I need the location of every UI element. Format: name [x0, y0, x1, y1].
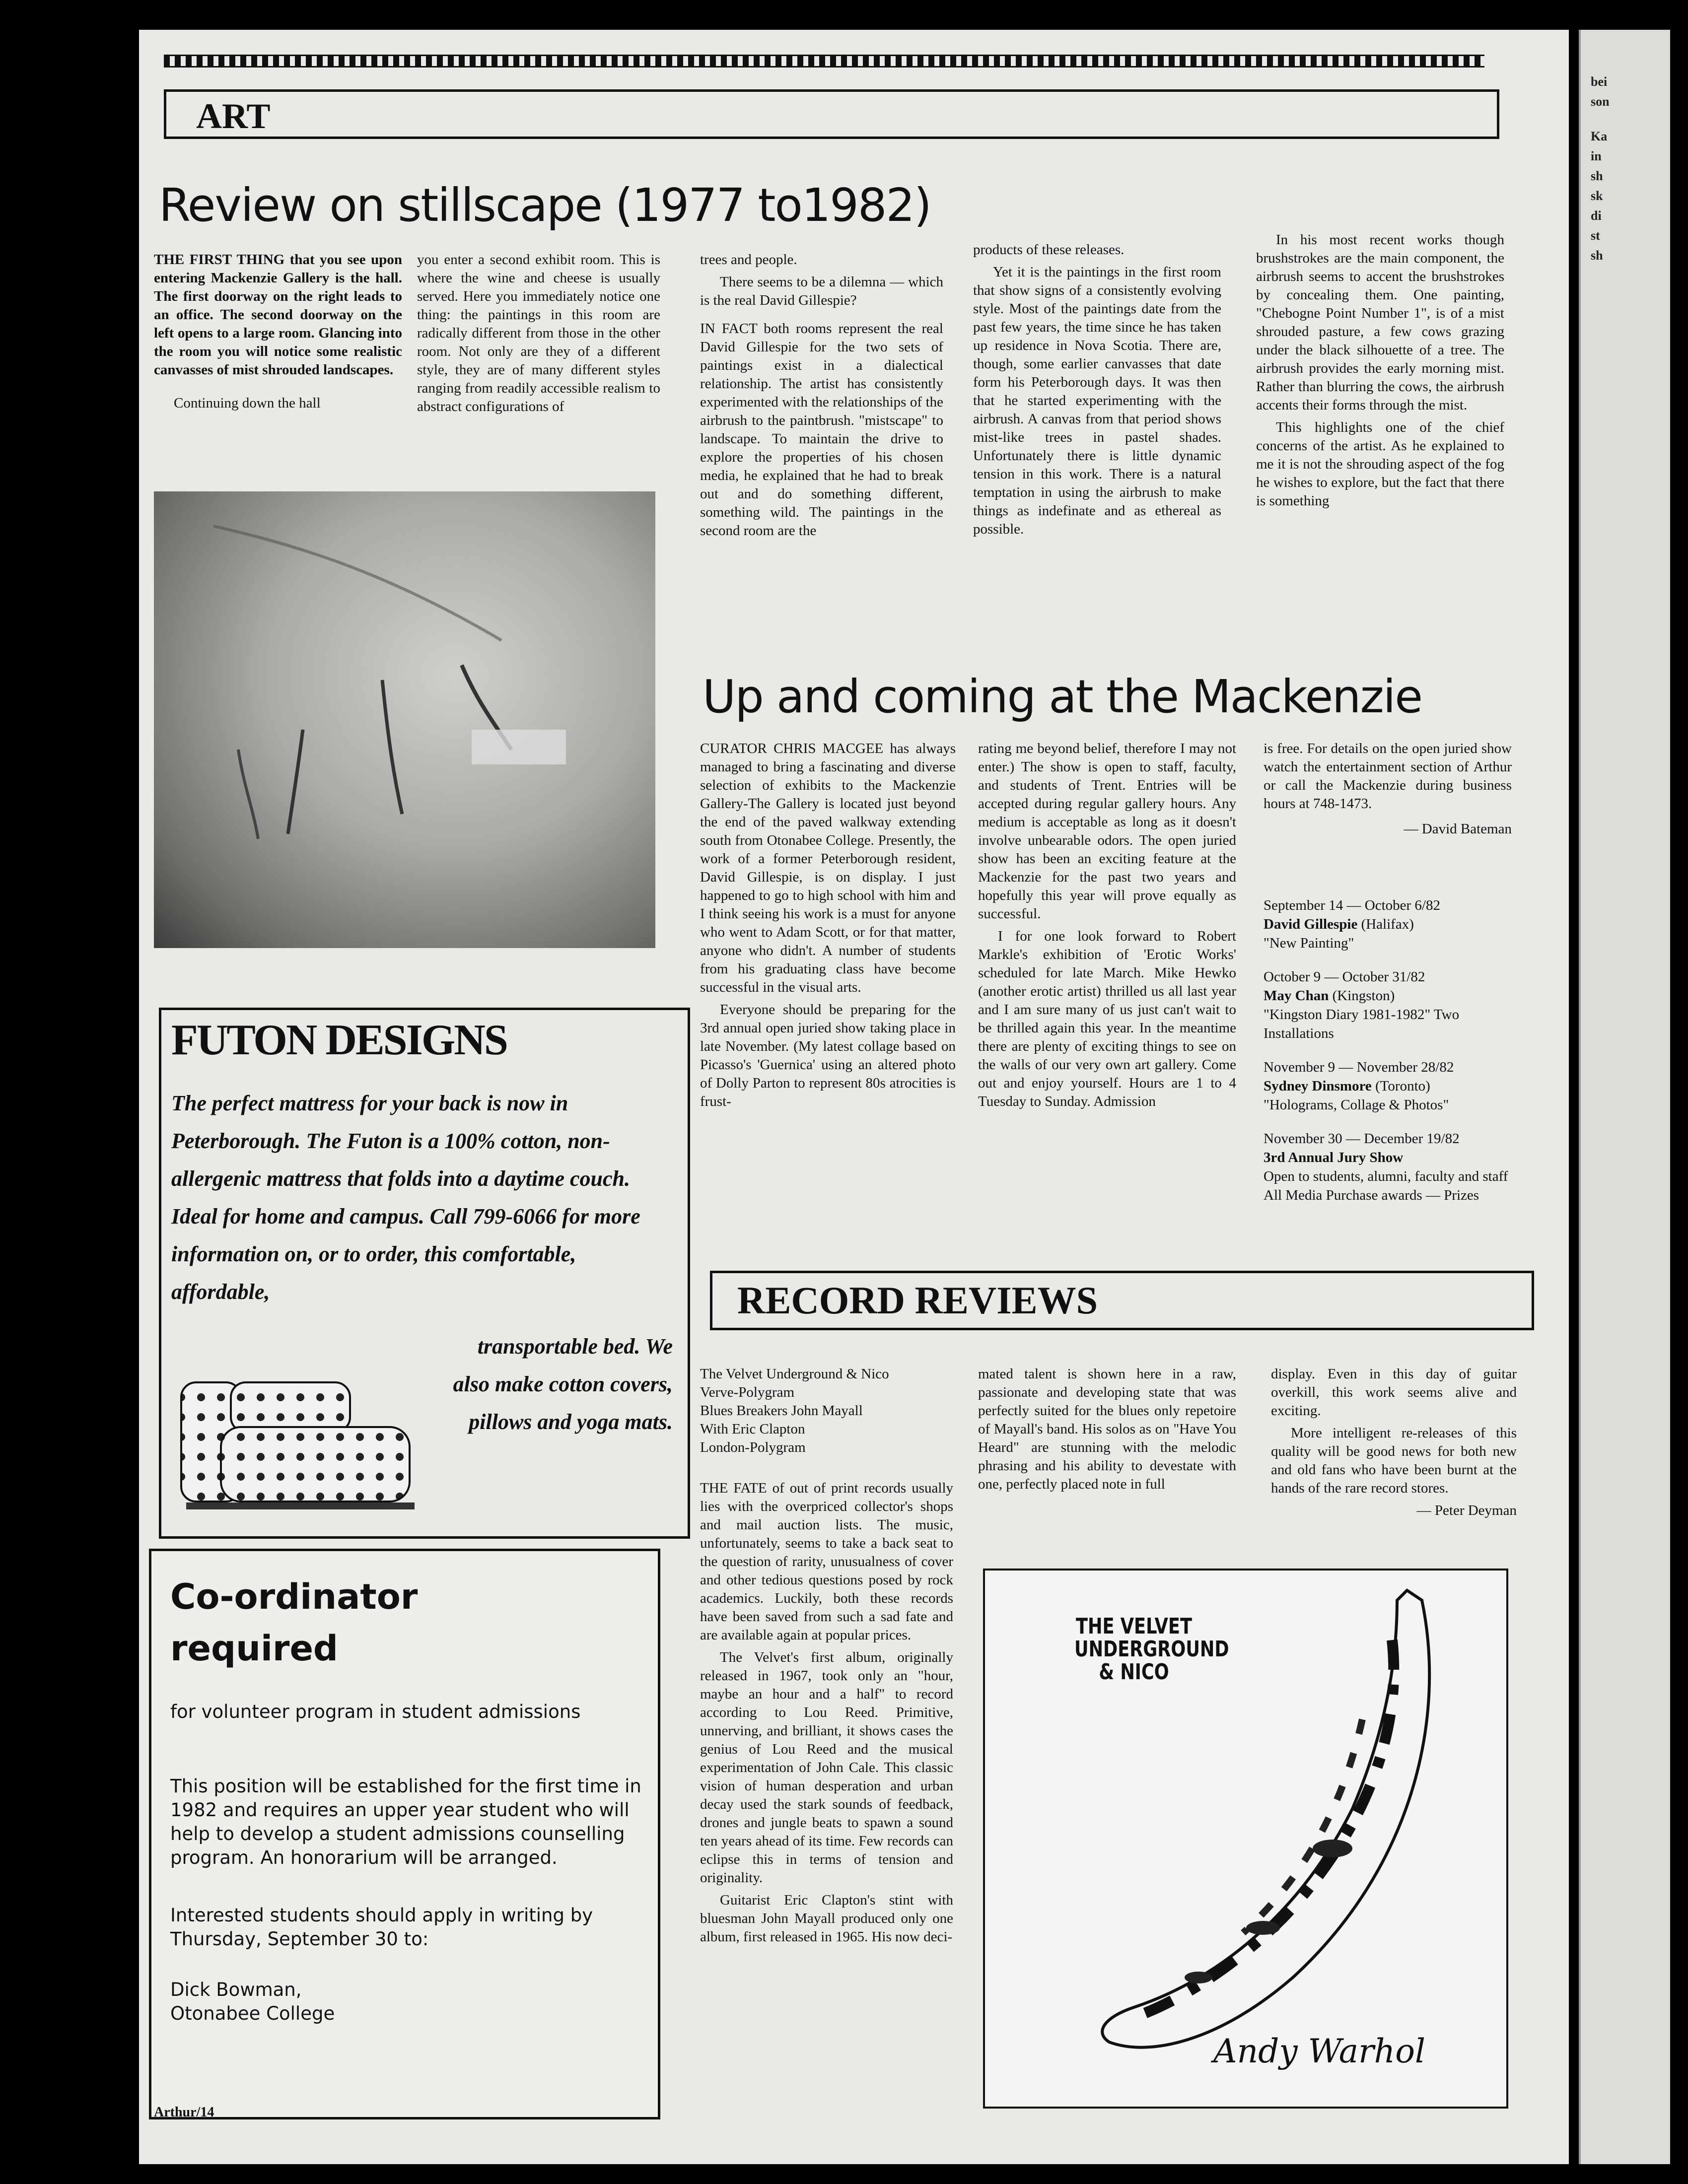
- fragment: Ka: [1591, 129, 1608, 143]
- adjacent-page-edge: [1579, 30, 1670, 2164]
- paragraph: Yet it is the paintings in the first room that show signs of a consistently evolving style. Most of the paintings date from the past few years, the time since he has taken up residence in Nova Scotia. There are, though, some earlier canvasses that date form his Peterborough days. It was then that he started experimenting with the airbrush. A canvas from that period shows mist-like trees in pastel shades. Unfortunately there is little dynamic tension in this work. There is a natural temptation in using the airbrush to make things as indefinate and as ethereal as possible.: [973, 264, 1221, 537]
- paragraph: CURATOR CHRIS MACGEE has always managed to bring a fascinating and diverse selection of exhibits to the Mackenzie Gallery-The Gallery is located just beyond the end of the paved walkway extending south from Otonabee College. Presently, the work of a former Peterborough resident, David Gillespie, is on display. I just happened to go to high school with him and I think seeing his work is a must for anyone who went to Adam Scott, or for that matter, anyone who didn't. A number of students from his graduating class have become successful in the visual arts.: [700, 741, 956, 995]
- ad-text: [170, 1978, 647, 2026]
- ad-copy: The perfect mattress for your back is now in Peterborough. The Futon is a 100% cotton, non-allergenic mattress that folds into a daytime couch. Ideal for home and campus. Call 799-6066 for more information on, or to order, this comfortable, affordable,: [171, 1091, 640, 1304]
- record-listing: [700, 1365, 953, 1457]
- artist-signature: Andy Warhol: [1213, 2032, 1426, 2070]
- paragraph: More intelligent re-releases of this quality will be good news for both new and old fans who have been burnt at the hands of the rare record stores.: [1271, 1425, 1517, 1496]
- paragraph: There seems to be a dilemna — which is the real David Gillespie?: [700, 274, 943, 308]
- paragraph: products of these releases.: [973, 242, 1125, 258]
- paragraph: In his most recent works though brushstrokes are the main component, the airbrush seems to accent the brushstrokes by concealing them. One painting, "Chebogne Point Number 1", is of a mist shrouded pasture, a few cows grazing under the black silhouette of a tree. The airbrush provides the early morning mist. Rather than blurring the cows, the airbrush accents their forms through the mist.: [1256, 232, 1504, 413]
- article-column: [1256, 231, 1504, 514]
- newspaper-page: [139, 30, 1569, 2164]
- schedule-artist: Sydney Dinsmore: [1264, 1078, 1372, 1094]
- schedule-place: (Halifax): [1361, 916, 1414, 932]
- album-title-line: THE VELVET: [1076, 1614, 1192, 1639]
- album-title-line: UNDERGROUND: [1074, 1637, 1229, 1662]
- listing-line: Verve-Polygram: [700, 1384, 795, 1400]
- listing-line: The Velvet Underground & Nico: [700, 1366, 889, 1382]
- listing-line: With Eric Clapton: [700, 1421, 805, 1437]
- schedule-note: "Kingston Diary 1981-1982" Two Installations: [1264, 1007, 1460, 1041]
- schedule-artist: May Chan: [1264, 988, 1329, 1004]
- futon-advertisement: [159, 1008, 690, 1539]
- schedule-note: "New Painting": [1264, 935, 1354, 951]
- schedule-note: "Holograms, Collage & Photos": [1264, 1097, 1449, 1113]
- fragment: bei: [1591, 74, 1608, 89]
- schedule-entry: [1264, 967, 1512, 1043]
- paragraph: trees and people.: [700, 252, 797, 268]
- paragraph: THE FATE of out of print records usually lies with the overpriced collector's shops and mail auction lists. The music, unfortunately, seems to take a back seat to the question of rarity, unusualness of cover and other tedious questions posed by rock academics. Luckily, both these records have been saved from such a sad fate and are available again at popular prices.: [700, 1480, 953, 1643]
- decorative-rule: [164, 55, 1484, 68]
- contact-college: Otonabee College: [170, 2003, 335, 2024]
- section-title: ART: [196, 96, 271, 136]
- schedule-artist: 3rd Annual Jury Show: [1264, 1150, 1404, 1165]
- schedule-entry: [1264, 1058, 1512, 1114]
- paragraph: is free. For details on the open juried show watch the entertainment section of Arthur or call the Mackenzie during business hours at 748-1473.: [1264, 741, 1512, 812]
- exhibit-schedule: [1264, 896, 1512, 1220]
- article-column: [973, 241, 1221, 543]
- fragment: son: [1591, 94, 1610, 109]
- paragraph: mated talent is shown here in a raw, passionate and developing state that was perfectly suited for the blues only repetoire of Mayall's band. His solos as on "Have You Heard" are stunning with the melodic phrasing and his ability to devestate with one, perfectly placed note in full: [978, 1366, 1236, 1492]
- ad-title: [170, 1571, 418, 1674]
- ad-title: FUTON DESIGNS: [171, 1016, 507, 1064]
- schedule-dates: October 9 — October 31/82: [1264, 969, 1425, 985]
- listing-line: London-Polygram: [700, 1439, 806, 1455]
- schedule-place: (Kingston): [1332, 988, 1395, 1004]
- paragraph: The Velvet's first album, originally released in 1967, took only an "hour, maybe an hour and a half" to record according to Lou Reed. Primitive, unnerving, and brilliant, it shows cases the genius of Lou Reed and the musical experimentation of John Cale. This classic vision of human desperation and urban decay used the stark sounds of feedback, drones and jungle beats to spawn a sound ten years ahead of its time. Few records can eclipse this in terms of tension and originality.: [700, 1649, 953, 1886]
- schedule-artist: David Gillespie: [1264, 916, 1358, 932]
- schedule-note: Open to students, alumni, faculty and staff All Media Purchase awards — Prizes: [1264, 1168, 1508, 1203]
- fragment: st: [1591, 228, 1600, 243]
- byline: — David Bateman: [1404, 821, 1512, 837]
- ad-title-line: required: [170, 1628, 339, 1669]
- fragment: sk: [1591, 189, 1603, 203]
- futon-couch-illustration: [171, 1367, 420, 1516]
- fragment: sh: [1591, 248, 1603, 263]
- ad-text: This position will be established for the first time in 1982 and requires an upper year student who will help to develop a student admissions counselling program. An honorarium will be arranged.: [170, 1775, 641, 1868]
- coordinator-advertisement: [149, 1549, 660, 2119]
- review-column: [1271, 1365, 1517, 1524]
- section-title: RECORD REVIEWS: [737, 1279, 1098, 1322]
- paragraph: Continuing down the hall: [174, 395, 321, 411]
- byline: — Peter Deyman: [1416, 1502, 1517, 1518]
- album-title-line: & NICO: [1099, 1659, 1169, 1685]
- misty-trees-illustration: [154, 491, 655, 948]
- ad-text: Interested students should apply in writing by Thursday, September 30 to:: [170, 1905, 593, 1950]
- article-column: [154, 251, 402, 416]
- paragraph: you enter a second exhibit room. This is where the wine and cheese is usually served. Here you immediately notice one thing: the paintings in this room are radically different from those in the other room. Not only are they of a different style, they are of many different styles ranging from readily accessible realism to abstract configurations of: [417, 252, 660, 414]
- fragment: in: [1591, 149, 1602, 163]
- paragraph: IN FACT both rooms represent the real David Gillespie for the two sets of paintings exist in a dialectical relationship. The artist has consistently experimented with the relationships of the airbrush to the paintbrush. "mistscape" to landscape. To maintain the drive to explore the properties of his chosen media, he explained that he had to break out and do something different, something wild. The paintings in the second room are the: [700, 321, 943, 539]
- listing-line: Blues Breakers John Mayall: [700, 1403, 863, 1419]
- paragraph: display. Even in this day of guitar overkill, this work seems alive and exciting.: [1271, 1366, 1517, 1419]
- schedule-dates: September 14 — October 6/82: [1264, 897, 1440, 913]
- record-reviews-banner: [710, 1271, 1534, 1330]
- section-banner: [164, 89, 1499, 139]
- paragraph: THE FIRST THING that you see upon entering Mackenzie Gallery is the hall. The first doorway on the right leads to an office. The second doorway on the left opens to a large room. Glancing into the room you will notice some realistic canvasses of mist shrouded landscapes.: [154, 252, 402, 378]
- article-column: [700, 740, 956, 1115]
- schedule-dates: November 9 — November 28/82: [1264, 1059, 1454, 1075]
- article-column: [1264, 740, 1512, 842]
- review-column: [700, 1479, 953, 1950]
- schedule-entry: [1264, 896, 1512, 953]
- contact-name: Dick Bowman,: [170, 1979, 302, 2000]
- page-folio: Arthur/14: [154, 2105, 214, 2120]
- schedule-place: (Toronto): [1375, 1078, 1430, 1094]
- paragraph: This highlights one of the chief concerns of the artist. As he explained to me it is not the shrouding aspect of the fog he wishes to explore, but the fact that there is something: [1256, 419, 1504, 509]
- ad-copy: transportable bed. We also make cotton covers, pillows and yoga mats.: [453, 1334, 673, 1434]
- article-headline: Review on stillscape (1977 to1982): [159, 179, 931, 232]
- schedule-entry: [1264, 1129, 1512, 1205]
- article-headline: Up and coming at the Mackenzie: [703, 670, 1422, 723]
- banana-illustration: [985, 1570, 1506, 2107]
- ad-text: for volunteer program in student admissions: [170, 1701, 581, 1722]
- paragraph: Guitarist Eric Clapton's stint with bluesman John Mayall produced only one album, first released in 1965. His now deci-: [700, 1892, 953, 1945]
- schedule-dates: November 30 — December 19/82: [1264, 1131, 1460, 1147]
- paragraph: Everyone should be preparing for the 3rd annual open juried show taking place in late November. (My latest collage based on Picasso's 'Guernica' using an altered photo of Dolly Parton to represent 80s atrocities is frust-: [700, 1002, 956, 1109]
- article-column: [417, 251, 660, 420]
- ad-title-line: Co-ordinator: [170, 1576, 418, 1617]
- fragment: sh: [1591, 169, 1603, 183]
- fragment: di: [1591, 208, 1602, 223]
- review-column: [978, 1365, 1236, 1498]
- painting-photo: [154, 491, 655, 948]
- article-column: [700, 251, 943, 544]
- paragraph: I for one look forward to Robert Markle's exhibition of 'Erotic Works' scheduled for late March. Mike Hewko (another erotic artist) thrilled us all last year and I am sure many of us just can't wait to be thrilled again this year. In the meantime there are plenty of exciting things to see on the walls of our very own art gallery. Come out and enjoy yourself. Hours are 1 to 4 Tuesday to Sunday. Admission: [978, 928, 1236, 1109]
- paragraph: rating me beyond belief, therefore I may not enter.) The show is open to staff, faculty, and students of Trent. Entries will be accepted during regular gallery hours. Any medium is acceptable as long as it doesn't involve unbearable odors. The open juried show has been an exciting feature at the Mackenzie for the past two years and hopefully this year will prove equally as successful.: [978, 741, 1236, 922]
- album-cover: [983, 1569, 1508, 2109]
- article-column: [978, 740, 1236, 1115]
